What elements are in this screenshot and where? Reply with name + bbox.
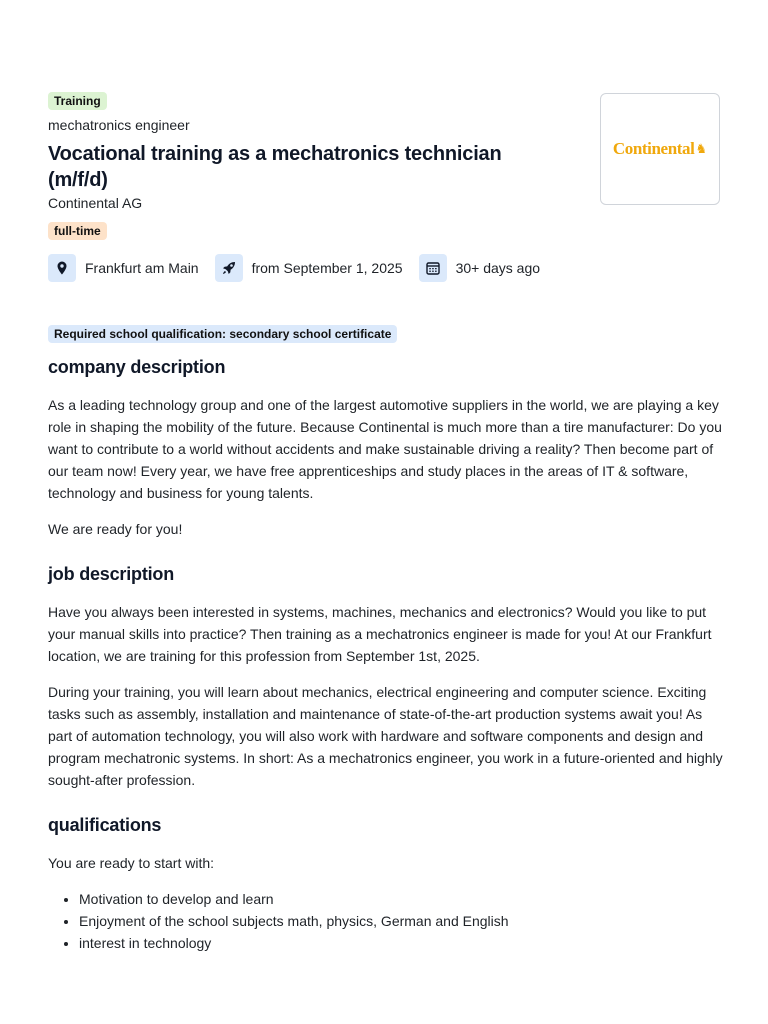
job-description-section <box>48 562 724 791</box>
horse-logo-icon: ♞ <box>695 141 708 156</box>
qualifications-heading: qualifications <box>48 815 162 835</box>
employment-type-badge: full-time <box>48 222 107 240</box>
job-description-paragraph: During your training, you will learn about mechanics, electrical engineering and computer science. Exciting tasks such as assembly, installation and maintenance of state-of-the-art production systems await you! As part of automation technology, you will also work with hardware and software components and design and program mechatronic systems. In short: As a mechatronics engineer, you work in a future-oriented and highly sought-after profession. <box>48 684 723 788</box>
location-pin-icon <box>48 254 76 282</box>
job-description-paragraph: Have you always been interested in systems, machines, mechanics and electronics? Would you like to put your manual skills into practice? Then training as a mechatronics engineer is made for you! At our Frankfurt location, we are training for this profession from September 1st, 2025. <box>48 604 712 664</box>
calendar-icon <box>419 254 447 282</box>
meta-location <box>48 254 199 282</box>
company-logo[interactable] <box>600 93 720 205</box>
company-description-paragraph: We are ready for you! <box>48 521 183 537</box>
meta-posted <box>419 254 540 282</box>
qualifications-section <box>48 813 724 954</box>
company-description-section <box>48 355 724 540</box>
job-header <box>48 92 724 220</box>
start-date-text: from September 1, 2025 <box>251 260 403 276</box>
list-item: • interest in technology <box>79 932 724 954</box>
company-description-paragraph: As a leading technology group and one of the largest automotive suppliers in the world, we are playing a key role in shaping the mobility of the future. Because Continental is much more than a tire manufacturer: Do you want to contribute to a world without accidents and make sustainable driving a reality? Then become part of our team now! Every year, we have free apprenticeships and study places in the areas of IT & software, technology and business for young talents. <box>48 397 722 501</box>
meta-start-date <box>215 254 403 282</box>
company-name[interactable]: Continental AG <box>48 195 143 211</box>
qualifications-intro: You are ready to start with: <box>48 855 215 871</box>
job-category: mechatronics engineer <box>48 117 190 133</box>
qualifications-list <box>48 888 724 954</box>
training-badge: Training <box>48 92 107 110</box>
company-description-heading: company description <box>48 357 226 377</box>
employment-type-row <box>48 222 724 240</box>
company-logo-text: Continental <box>612 139 695 158</box>
posted-text: 30+ days ago <box>455 260 541 276</box>
qualification-row <box>48 325 724 343</box>
rocket-icon <box>215 254 243 282</box>
location-text: Frankfurt am Main <box>85 260 199 276</box>
job-description-heading: job description <box>48 564 175 584</box>
school-qualification-badge: Required school qualification: secondary school certificate <box>48 325 397 343</box>
job-meta <box>48 254 724 282</box>
list-item: • Motivation to develop and learn <box>79 888 724 910</box>
page-title: Vocational training as a mechatronics technician (m/f/d) <box>48 143 502 191</box>
job-posting <box>48 92 724 954</box>
list-item: • Enjoyment of the school subjects math, physics, German and English <box>79 910 724 932</box>
